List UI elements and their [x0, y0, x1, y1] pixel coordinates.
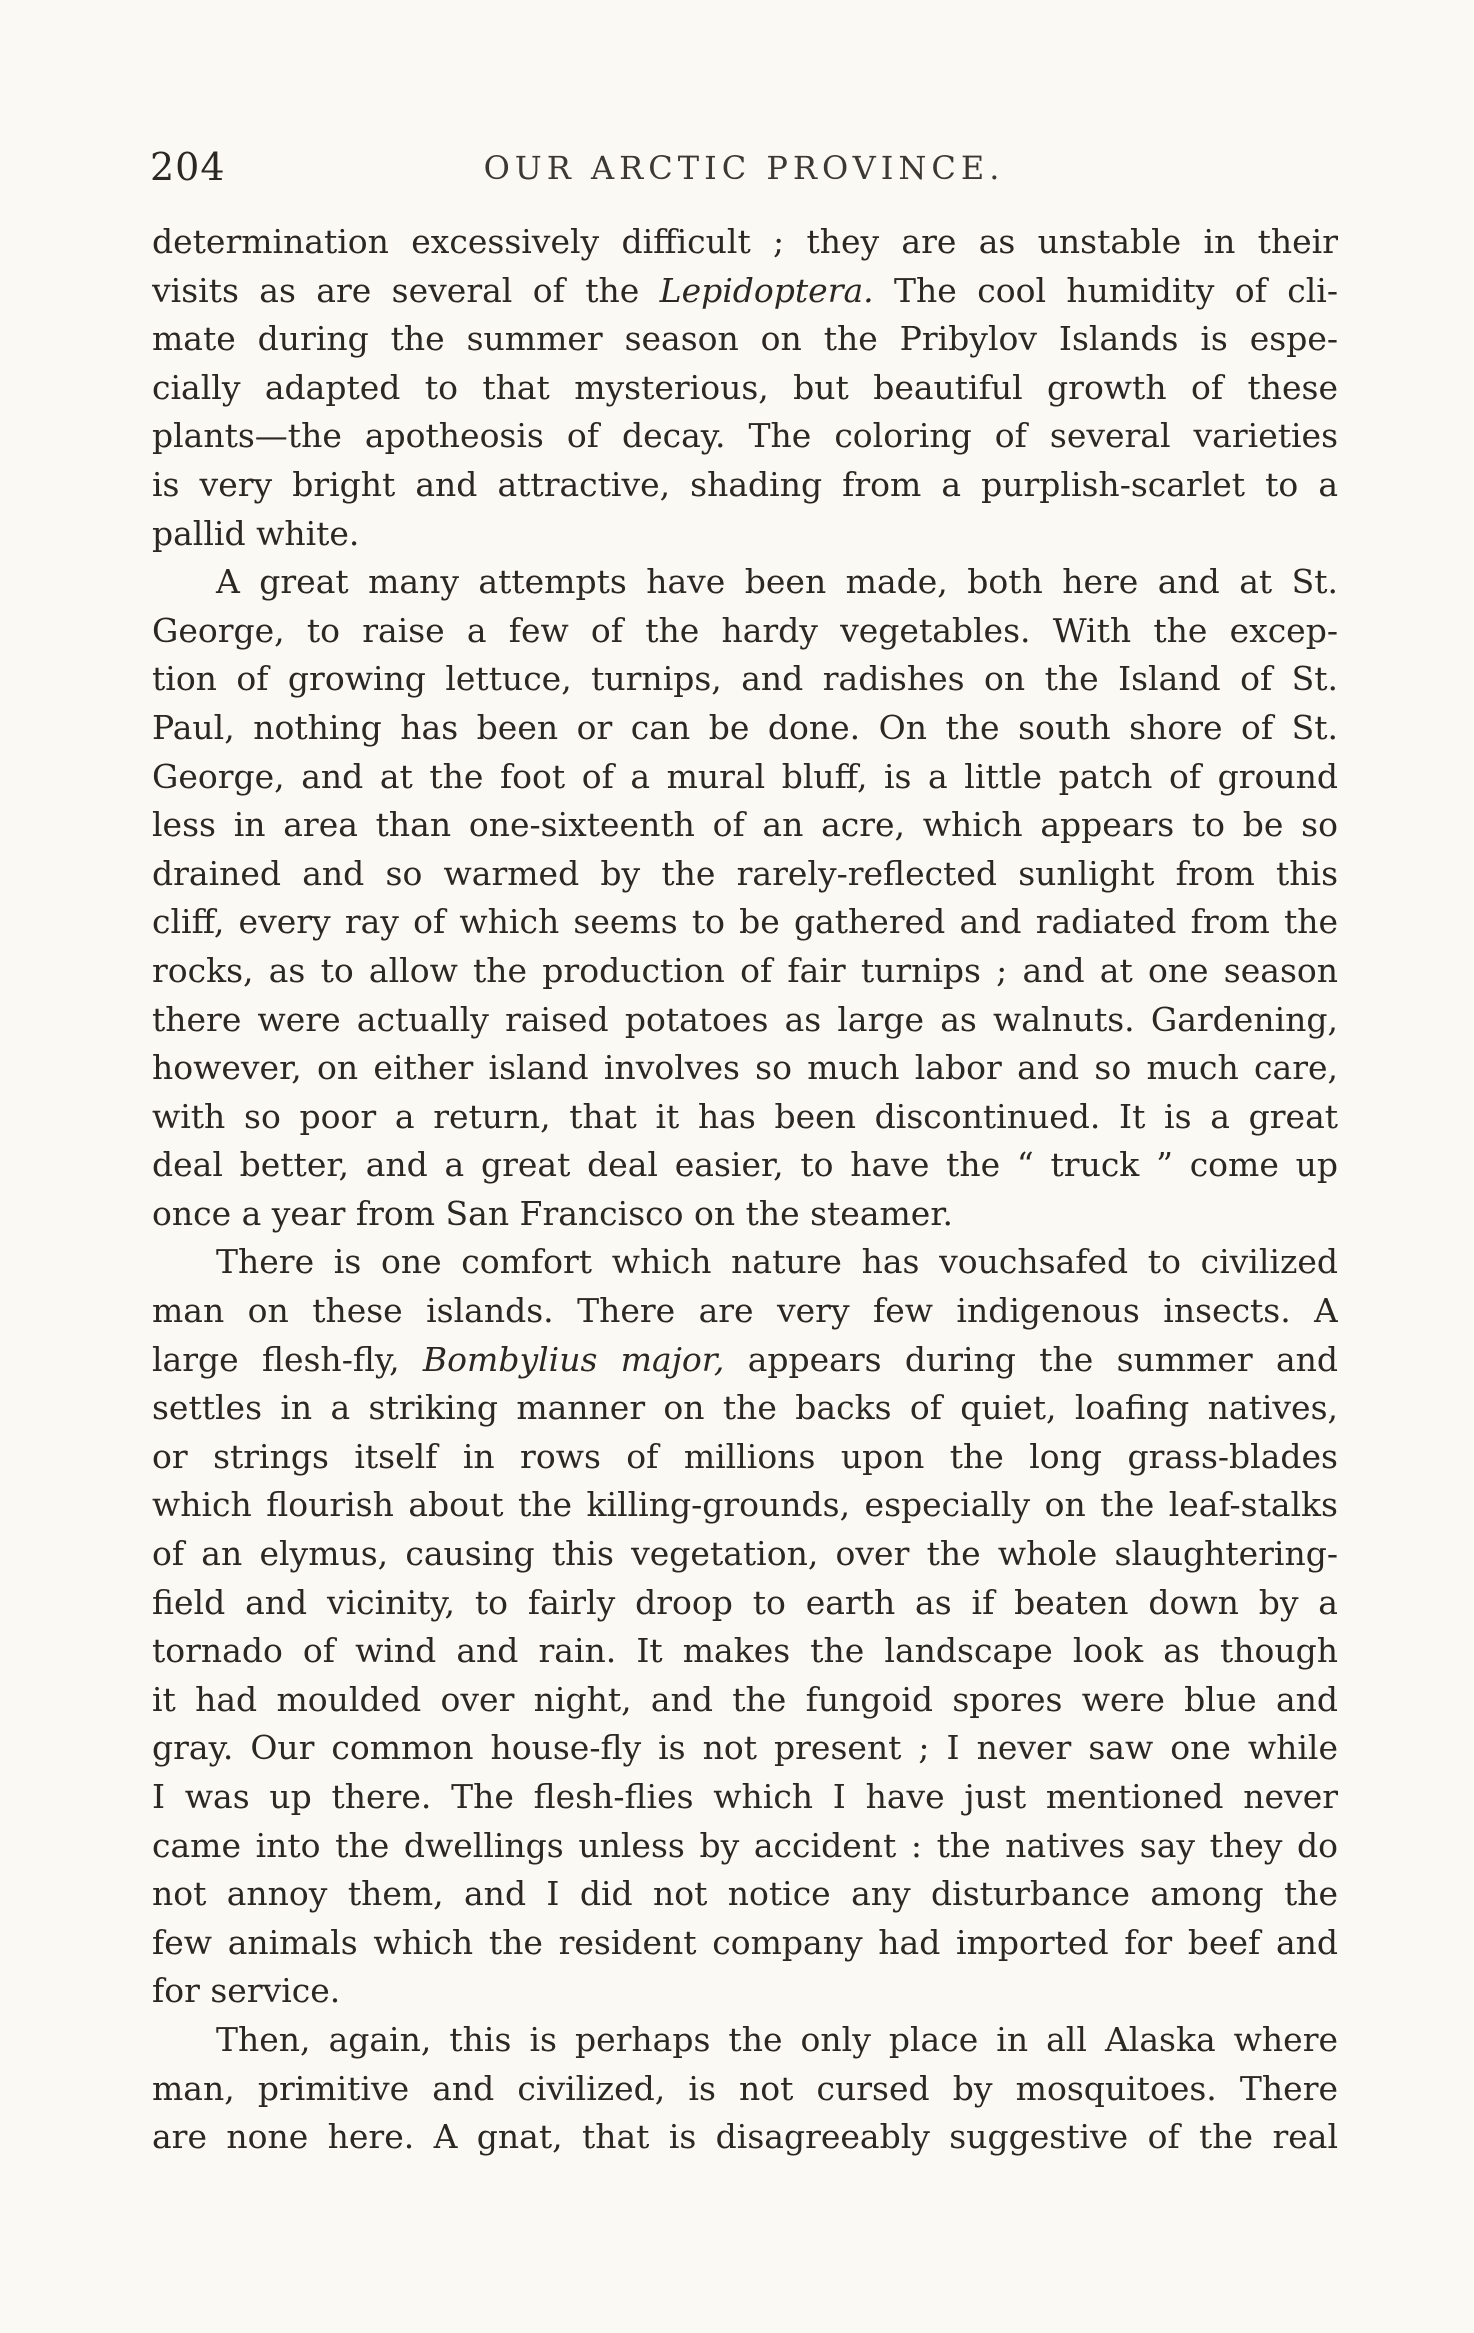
text-line: There is one comfort which nature has vouchsafed to civilized	[216, 1242, 1338, 1282]
text-line	[152, 267, 1338, 316]
text-line: not annoy them, and I did not notice any disturbance among the	[152, 1874, 1338, 1914]
text-line: are none here. A gnat, that is disagreeably suggestive of the real	[152, 2117, 1338, 2157]
text-line: mate during the summer season on the Pribylov Islands is espe-	[152, 319, 1338, 359]
text-line: tornado of wind and rain. It makes the landscape look as though	[152, 1631, 1338, 1671]
text-line: gray. Our common house-fly is not present ; I never saw one while	[152, 1728, 1338, 1768]
text-span: The cool humidity of cli-	[873, 270, 1338, 310]
body-text	[152, 218, 1338, 2162]
text-line: determination excessively difficult ; they are as unstable in their	[152, 222, 1338, 261]
text-line: settles in a striking manner on the backs of quiet, loafing natives,	[152, 1388, 1338, 1428]
text-line: field and vicinity, to fairly droop to earth as if beaten down by a	[152, 1582, 1338, 1622]
page-header	[150, 145, 1338, 195]
text-line: plants—the apotheosis of decay. The coloring of several varieties	[152, 416, 1338, 456]
paragraph-4	[152, 2016, 1338, 2162]
text-span: appears during the summer and	[724, 1339, 1338, 1379]
page-number: 204	[150, 145, 226, 189]
text-line: man on these islands. There are very few indigenous insects. A	[152, 1291, 1338, 1331]
text-line: A great many attempts have been made, both here and at St.	[216, 562, 1338, 602]
text-line: with so poor a return, that it has been discontinued. It is a great	[152, 1096, 1338, 1136]
text-line: rocks, as to allow the production of fair turnips ; and at one season	[152, 950, 1338, 990]
text-line: man, primitive and civilized, is not cursed by mosquitoes. There	[152, 2068, 1338, 2108]
text-line: came into the dwellings unless by accident : the natives say they do	[152, 1825, 1338, 1865]
italic-term: Lepidoptera.	[659, 270, 874, 310]
italic-term: Bombylius major,	[422, 1339, 725, 1379]
text-line: however, on either island involves so much labor and so much care,	[152, 1048, 1338, 1088]
text-line: less in area than one-sixteenth of an acre, which appears to be so	[152, 805, 1338, 845]
text-line	[152, 1336, 1338, 1385]
text-line: I was up there. The flesh-flies which I have just mentioned never	[152, 1777, 1338, 1816]
text-line: drained and so warmed by the rarely-reflected sunlight from this	[152, 853, 1338, 893]
text-line: there were actually raised potatoes as large as walnuts. Gardening,	[152, 999, 1338, 1039]
text-line: pallid white.	[152, 513, 360, 553]
paragraph-1	[152, 218, 1338, 558]
text-line: once a year from San Francisco on the steamer.	[152, 1193, 953, 1233]
text-line: is very bright and attractive, shading from a purplish-scarlet to a	[152, 464, 1338, 504]
paragraph-2	[152, 558, 1338, 1238]
text-line: cliff, every ray of which seems to be gathered and radiated from the	[152, 902, 1338, 942]
text-line: George, and at the foot of a mural bluff, is a little patch of ground	[152, 756, 1338, 796]
text-line: for service.	[152, 1971, 341, 2011]
text-line: which flourish about the killing-grounds, especially on the leaf-stalks	[152, 1485, 1338, 1525]
paragraph-3	[152, 1238, 1338, 2016]
text-line: cially adapted to that mysterious, but beautiful growth of these	[152, 367, 1338, 407]
text-line: Paul, nothing has been or can be done. On the south shore of St.	[152, 707, 1338, 747]
text-span: large flesh-fly,	[152, 1339, 423, 1379]
text-line: tion of growing lettuce, turnips, and radishes on the Island of St.	[152, 659, 1338, 699]
text-line: of an elymus, causing this vegetation, over the whole slaughtering-	[152, 1534, 1338, 1574]
text-line: George, to raise a few of the hardy vegetables. With the excep-	[152, 610, 1338, 650]
text-line: it had moulded over night, and the fungoid spores were blue and	[152, 1679, 1338, 1719]
running-title: OUR ARCTIC PROVINCE.	[483, 149, 1005, 187]
text-span: visits as are several of the	[152, 270, 660, 310]
text-line: few animals which the resident company had imported for beef and	[152, 1922, 1338, 1962]
text-line: or strings itself in rows of millions upon the long grass-blades	[152, 1436, 1338, 1476]
text-line: deal better, and a great deal easier, to have the “ truck ” come up	[152, 1145, 1338, 1185]
text-line: Then, again, this is perhaps the only place in all Alaska where	[216, 2019, 1338, 2059]
